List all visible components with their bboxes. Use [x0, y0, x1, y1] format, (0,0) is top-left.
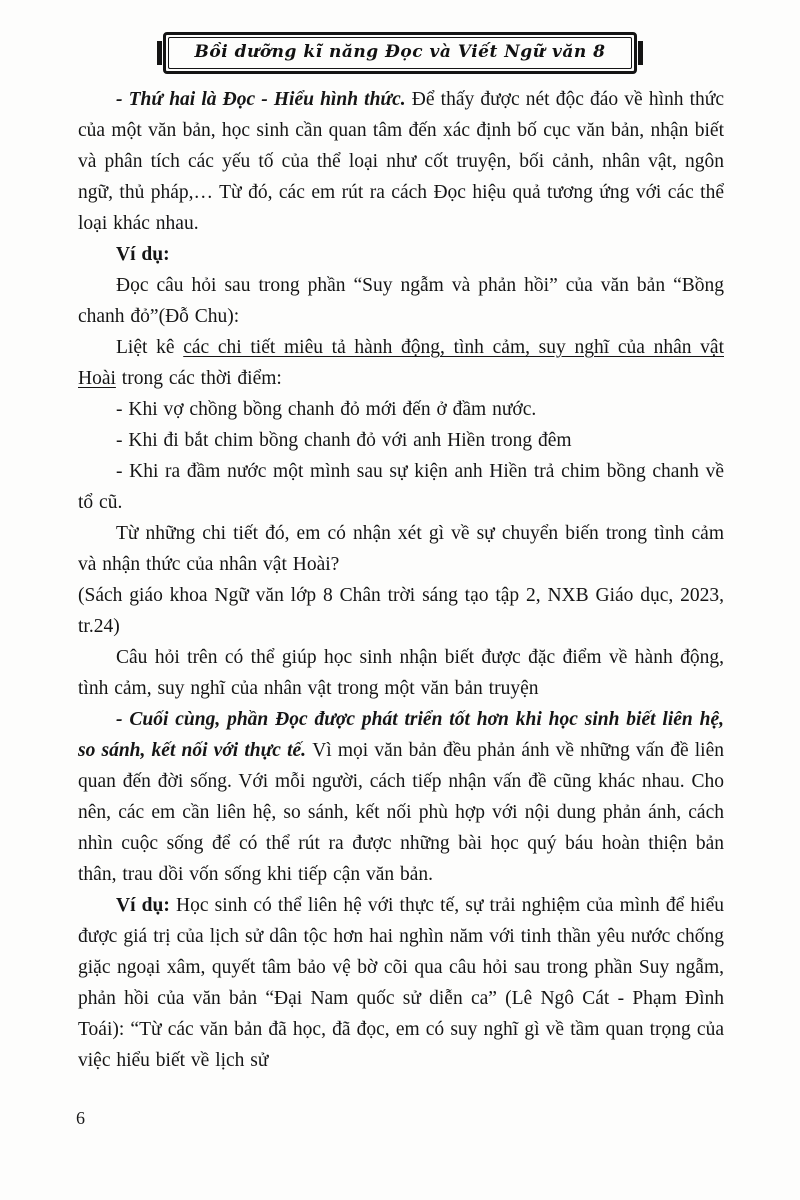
text-segment: Liệt kê — [116, 337, 184, 358]
paragraph — [78, 518, 724, 580]
paragraph — [78, 84, 724, 239]
text-segment: các chi tiết miêu tả hành động, tình cảm, suy nghĩ của nhân vật Hoài — [78, 337, 724, 389]
paragraph — [78, 270, 724, 332]
text-segment: Để thấy được nét độc đáo về hình thức của một văn bản, học sinh cần quan tâm đến xác định bố cục văn bản, nhận biết và phân tích các yếu tố của thể loại như cốt truyện, bối cảnh, nhân vật, ngôn ngữ, thủ pháp,… Từ đó, các em rút ra cách Đọc hiệu quả tương ứng với các thể loại khác nhau. — [78, 89, 725, 234]
paragraph — [78, 642, 724, 704]
text-segment: Đọc câu hỏi sau trong phần “Suy ngẫm và phản hồi” của văn bản “Bồng chanh đỏ”(Đỗ Chu): — [78, 275, 724, 327]
paragraph — [78, 394, 724, 425]
text-segment: Từ những chi tiết đó, em có nhận xét gì về sự chuyển biến trong tình cảm và nhận thức của nhân vật Hoài? — [78, 523, 724, 575]
paragraph — [78, 425, 724, 456]
page-number: 6 — [76, 1108, 85, 1128]
text-segment: - Khi ra đầm nước một mình sau sự kiện anh Hiền trả chim bồng chanh về tổ cũ. — [78, 461, 724, 513]
text-segment: - Khi đi bắt chim bồng chanh đỏ với anh Hiền trong đêm — [116, 430, 572, 451]
paragraph — [78, 704, 724, 890]
body-text — [78, 84, 724, 1076]
text-segment: Ví dụ: — [116, 895, 177, 916]
text-segment: Câu hỏi trên có thể giúp học sinh nhận biết được đặc điểm về hành động, tình cảm, suy nghĩ của nhân vật trong một văn bản truyện — [78, 647, 724, 699]
text-segment: - Cuối cùng, phần Đọc được phát triển tốt hơn khi học sinh biết liên hệ, so sánh, kết nối với thực tế. — [78, 709, 724, 761]
text-segment: (Sách giáo khoa Ngữ văn lớp 8 Chân trời sáng tạo tập 2, NXB Giáo dục, 2023, tr.24) — [78, 585, 724, 637]
text-segment: - Khi vợ chồng bồng chanh đỏ mới đến ở đầm nước. — [116, 399, 537, 420]
header-ornament-inner — [168, 37, 633, 69]
paragraph — [78, 580, 724, 642]
text-segment: Học sinh có thể liên hệ với thực tế, sự trải nghiệm của mình để hiểu được giá trị của lịch sử dân tộc hơn hai nghìn năm với tinh thần yêu nước chống giặc ngoại xâm, quyết tâm bảo vệ bờ cõi qua câu hỏi sau trong phần Suy ngẫm, phản hồi của văn bản “Đại Nam quốc sử diễn ca” (Lê Ngô Cát - Phạm Đình Toái): “Từ các văn bản đã học, đã đọc, em có suy nghĩ gì về tầm quan trọng của việc hiểu biết về lịch sử — [78, 895, 724, 1071]
text-segment: - Thứ hai là Đọc - Hiểu hình thức. — [116, 89, 412, 110]
text-segment: Vì mọi văn bản đều phản ánh về những vấn đề liên quan đến đời sống. Với mỗi người, cách tiếp nhận vấn đề cũng khác nhau. Cho nên, các em cần liên hệ, so sánh, kết nối phù hợp với nội dung phản ánh, cách nhìn cuộc sống để có thể rút ra được những bài học quý báu hoàn thiện bản thân, trau dồi vốn sống khi tiếp cận văn bản. — [78, 740, 724, 885]
paragraph — [78, 890, 724, 1076]
book-title: Bồi dưỡng kĩ năng Đọc và Viết Ngữ văn 8 — [194, 42, 606, 62]
paragraph — [78, 456, 724, 518]
paragraph — [78, 332, 724, 394]
header-ornament-box — [163, 32, 638, 74]
paragraph — [78, 239, 724, 270]
text-segment: Ví dụ: — [116, 244, 170, 265]
text-segment: trong các thời điểm: — [115, 368, 282, 389]
page-header — [0, 32, 800, 74]
